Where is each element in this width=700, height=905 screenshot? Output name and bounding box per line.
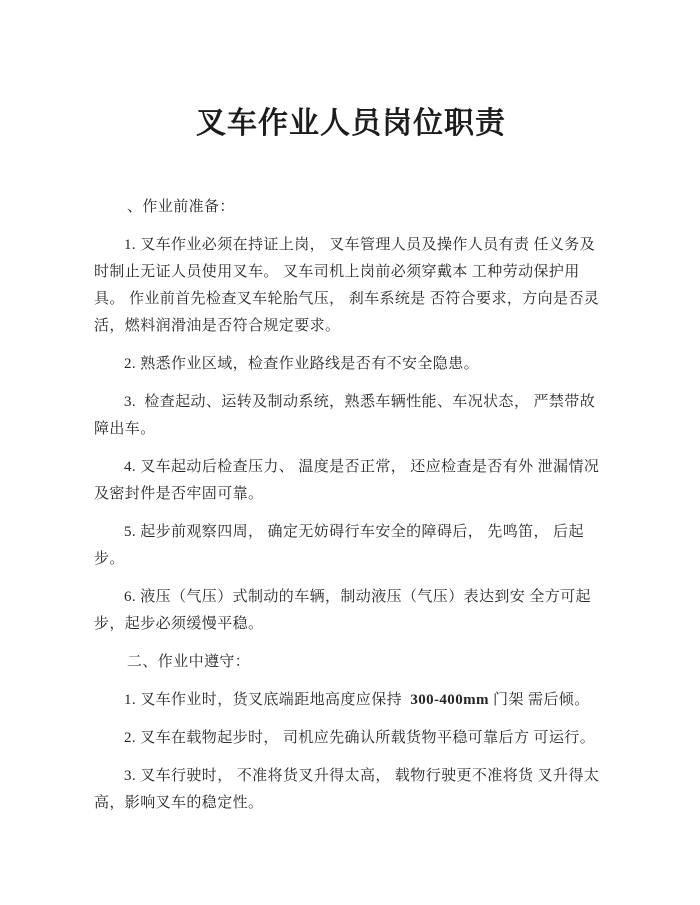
- text-run: 1. 叉车作业时，货叉底端距地高度应保持: [124, 692, 411, 708]
- paragraph: [94, 519, 608, 573]
- text-run: 2. 熟悉作业区域，检查作业路线是否有不安全隐患。: [124, 356, 480, 372]
- text-run: 3. 叉车行驶时， 不准将货叉升得太高， 载物行驶更不准将货 叉升得太高，影响叉车的稳定性。: [94, 768, 600, 811]
- section-heading: 二、作业中遵守：: [127, 654, 251, 670]
- paragraph: [94, 232, 608, 340]
- paragraph: [94, 351, 608, 378]
- paragraph: [94, 763, 608, 817]
- text-run: 5. 起步前观察四周， 确定无妨碍行车安全的障碍后， 先鸣笛， 后起步。: [94, 524, 584, 567]
- text-run: 3. 检查起动、运转及制动系统，熟悉车辆性能、车况状态， 严禁带故障出车。: [94, 394, 596, 437]
- paragraph: [94, 584, 608, 638]
- paragraph: [94, 454, 608, 508]
- document-body: [94, 194, 608, 817]
- text-run: 门架 需后倾。: [488, 692, 590, 708]
- document-title: 叉车作业人员岗位职责: [196, 107, 506, 140]
- text-run: 4. 叉车起动后检查压力、 温度是否正常， 还应检查是否有外 泄漏情况及密封件是否牢固可靠。: [94, 459, 600, 502]
- text-run: 2. 叉车在载物起步时， 司机应先确认所载货物平稳可靠后方 可运行。: [124, 730, 596, 746]
- paragraph: [94, 389, 608, 443]
- paragraph: [94, 687, 608, 714]
- paragraph: [94, 725, 608, 752]
- bold-text-run: 300-400mm: [410, 692, 489, 708]
- text-run: 6. 液压（气压）式制动的车辆，制动液压（气压）表达到安 全方可起步，起步必须缓慢平稳。: [94, 589, 591, 632]
- text-run: 1. 叉车作业必须在持证上岗， 叉车管理人员及操作人员有责 任义务及时制止无证人员使用叉车。 叉车司机上岗前必须穿戴本 工种劳动保护用具。 作业前首先检查叉车轮胎气压， 刹车系统是 否符合要求，方向是否灵活，燃料润滑油是否符合规定要求。: [94, 237, 600, 334]
- section-heading: 、作业前准备：: [127, 199, 235, 215]
